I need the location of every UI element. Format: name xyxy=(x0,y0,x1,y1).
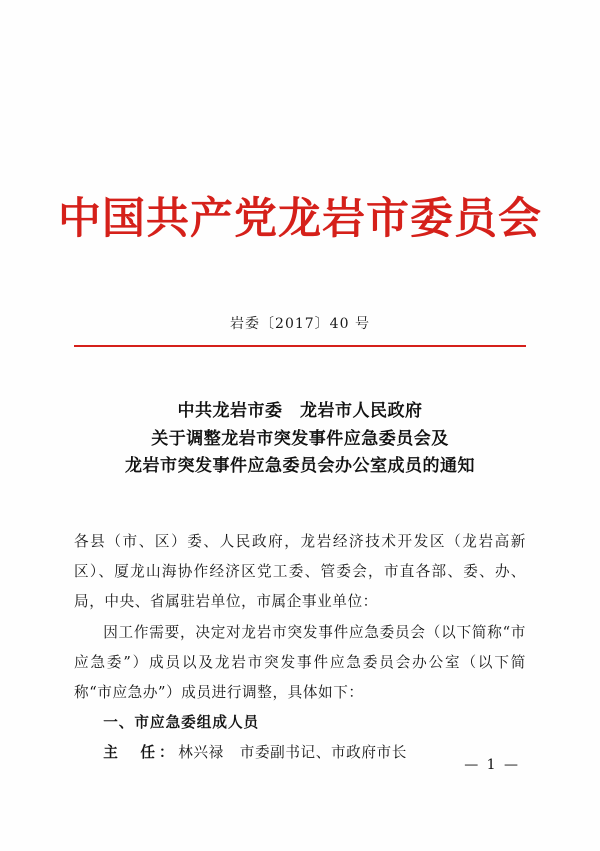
purpose-paragraph: 因工作需要，决定对龙岩市突发事件应急委员会（以下简称“市应急委”）成员以及龙岩市突发事件应急委员会办公室（以下简称“市应急办”）成员进行调整，具体如下： xyxy=(74,623,526,702)
member-name: 林兴禄 xyxy=(178,744,224,762)
title-line-1: 中共龙岩市委 龙岩市人民政府 xyxy=(177,401,423,421)
red-divider-rule xyxy=(74,345,526,347)
member-separator: ： xyxy=(158,744,175,762)
title-line-3: 龙岩市突发事件应急委员会办公室成员的通知 xyxy=(125,456,475,477)
title-line-2: 关于调整龙岩市突发事件应急委员会及 xyxy=(151,428,449,449)
addressee-paragraph: 各县（市、区）委、人民政府，龙岩经济技术开发区（龙岩高新区）、厦龙山海协作经济区党工委、管委会，市直各部、委、办、局，中央、省属驻岩单位，市属企事业单位： xyxy=(74,533,526,611)
member-role: 主 任 xyxy=(103,744,159,762)
member-titles: 市委副书记、市政府市长 xyxy=(239,744,407,762)
document-title-block xyxy=(0,398,600,481)
document-number: 岩委〔2017〕40 号 xyxy=(230,316,370,332)
section-heading: 一、市应急委组成人员 xyxy=(103,714,260,732)
masthead-title: 中国共产党龙岩市委员会 xyxy=(58,194,542,244)
page-number: — 1 — xyxy=(464,757,520,773)
document-body xyxy=(74,527,526,769)
